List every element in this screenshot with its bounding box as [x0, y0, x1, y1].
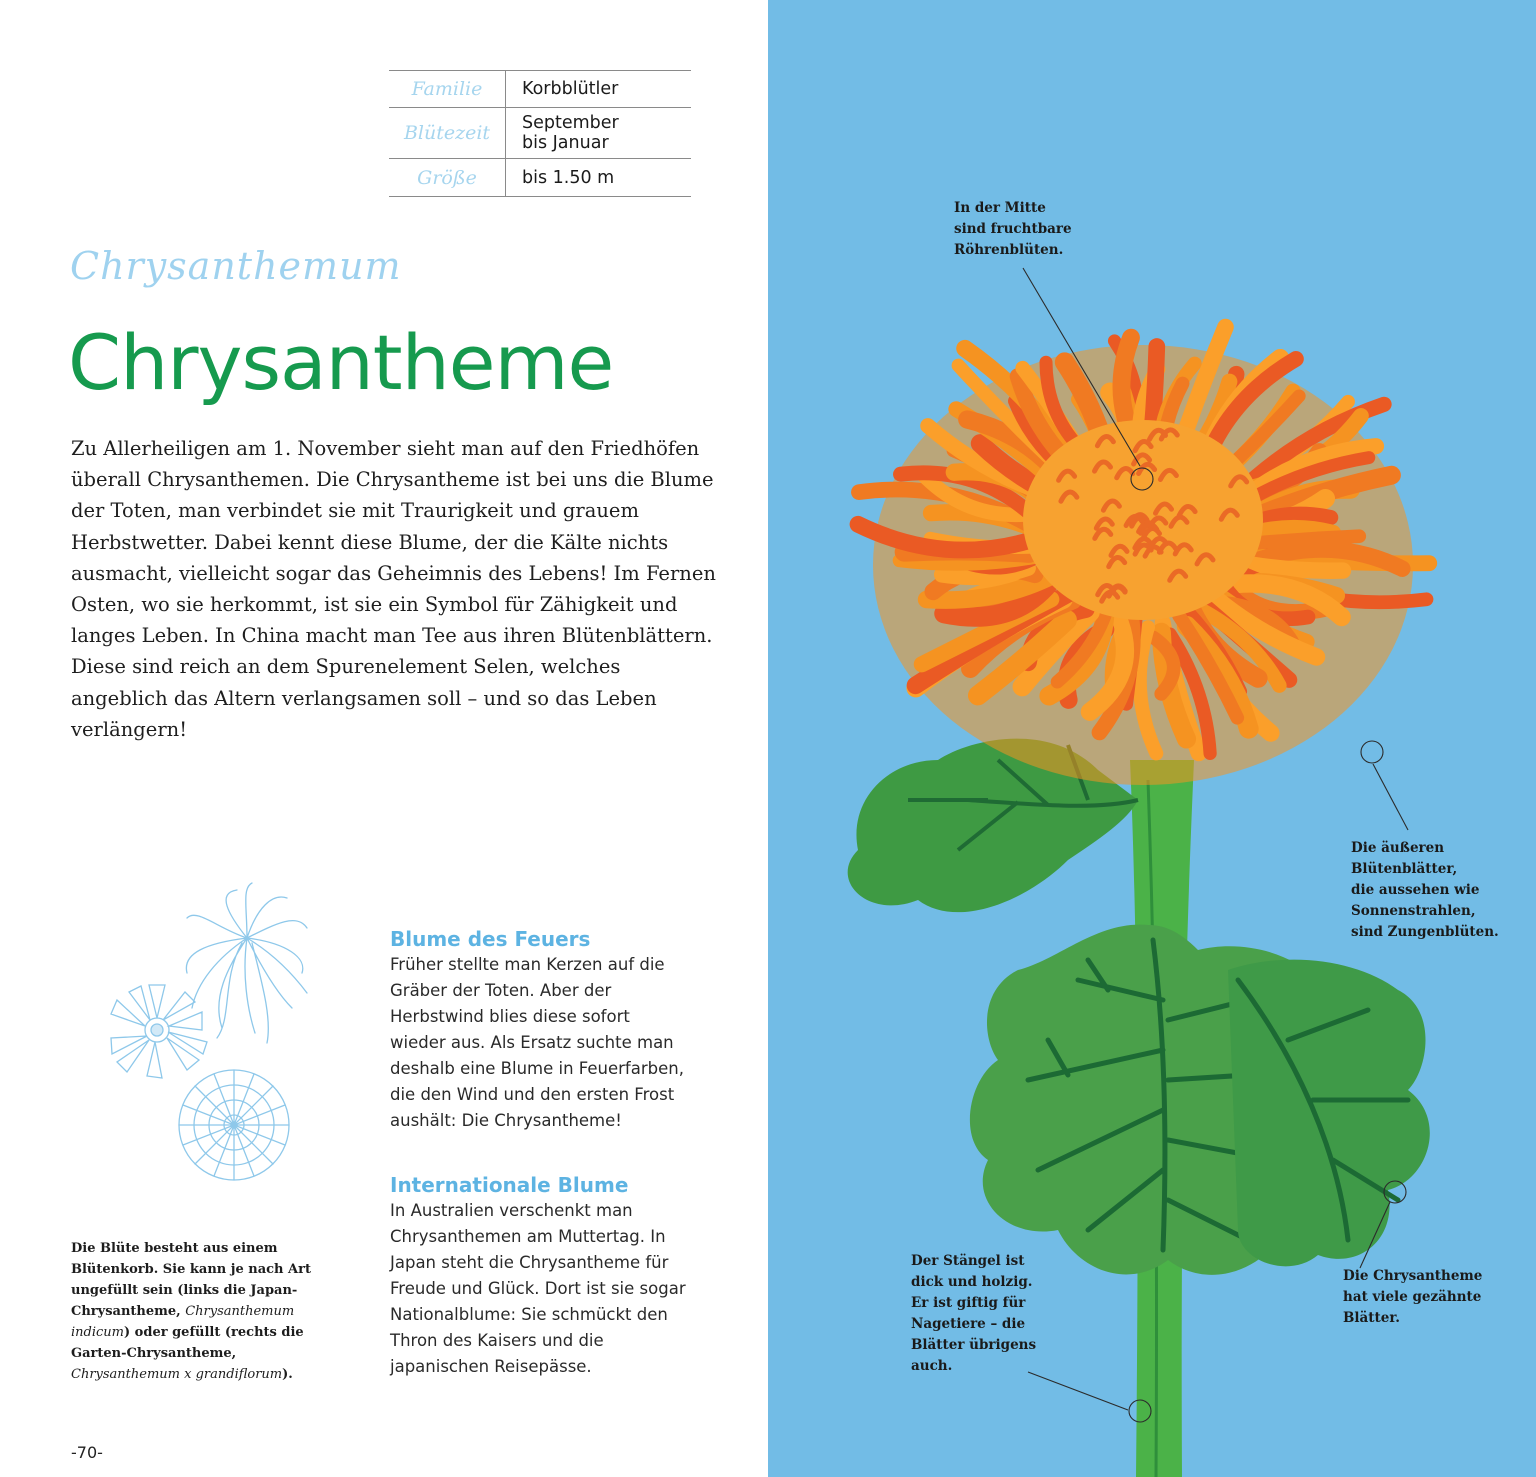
facts-label: Größe	[389, 159, 506, 197]
page-title: Chrysantheme	[68, 318, 614, 407]
facts-label: Familie	[389, 71, 506, 108]
chrysanthemum-illustration	[768, 0, 1536, 1477]
facts-table	[389, 70, 691, 197]
latin-name: Chrysanthemum	[70, 244, 402, 288]
section-fire	[390, 926, 690, 1134]
facts-value: September bis Januar	[506, 108, 692, 159]
section-international	[390, 1172, 690, 1380]
facts-value: bis 1.50 m	[506, 159, 692, 197]
facts-label: Blütezeit	[389, 108, 506, 159]
facts-row-size	[389, 159, 691, 197]
section-text: In Australien verschenkt man Chrysanthemen am Muttertag. In Japan steht die Chrysantheme für Freude und Glück. Dort ist sie sogar Nationalblume: Sie schmückt den Thron des Kaisers und die japanischen Reisepässe.	[390, 1201, 686, 1376]
flower-sketches	[62, 880, 352, 1220]
section-heading: Blume des Feuers	[390, 927, 591, 951]
right-page	[768, 0, 1536, 1477]
section-text: Früher stellte man Kerzen auf die Gräber der Toten. Aber der Herbstwind blies diese sofort wieder aus. Als Ersatz suchte man deshalb eine Blume in Feuerfarben, die den Wind und den ersten Frost aushält: Die Chrysantheme!	[390, 955, 684, 1130]
page-number: -70-	[71, 1443, 103, 1462]
intro-text: Zu Allerheiligen am 1. November sieht man auf den Friedhöfen überall Chrysanthemen. Die Chrysantheme ist bei uns die Blume der Toten, man verbindet sie mit Traurigkeit und grauem Herbstwetter. Dabei kennt diese Blume, der die Kälte nichts ausmacht, vielleicht sogar das Geheimnis des Lebens! Im Fernen Osten, wo sie herkommt, ist sie ein Symbol für Zähigkeit und langes Leben. In China macht man Tee aus ihren Blütenblättern. Diese sind reich an dem Spurenelement Selen, welches angeblich das Altern verlangsamen soll – und so das Leben verlängern!	[71, 437, 716, 741]
annotation-leaves: Die Chrysantheme hat viele gezähnte Blätter.	[1343, 1268, 1483, 1326]
leaf-right	[1228, 960, 1430, 1267]
petal	[1252, 565, 1343, 571]
facts-value: Korbblütler	[506, 71, 692, 108]
annotation-stem: Der Stängel ist dick und holzig. Er ist giftig für Nagetiere – die Blätter übrigens auch.	[911, 1253, 1037, 1374]
flower-head	[858, 327, 1429, 785]
sketch-caption: Die Blüte besteht aus einem Blütenkorb. Sie kann je nach Art ungefüllt sein (links die Japan-Chrysantheme, Chrysanthemum indicum) oder gefüllt (rechts die Garten-Chrysantheme, Chrysanthemum x grandiflorum).	[71, 1241, 311, 1382]
daisy-sketch	[111, 985, 207, 1078]
annotation-outer-petals: Die äußeren Blütenblätter, die aussehen wie Sonnenstrahlen, sind Zungenblüten.	[1351, 840, 1499, 940]
section-heading: Internationale Blume	[390, 1173, 629, 1197]
facts-row-family	[389, 71, 691, 108]
annotation-center: In der Mitte sind fruchtbare Röhrenblüten.	[954, 200, 1072, 258]
pompon-sketch	[179, 1070, 289, 1180]
facts-row-bloom	[389, 108, 691, 159]
spider-flower-sketch	[186, 883, 307, 1043]
